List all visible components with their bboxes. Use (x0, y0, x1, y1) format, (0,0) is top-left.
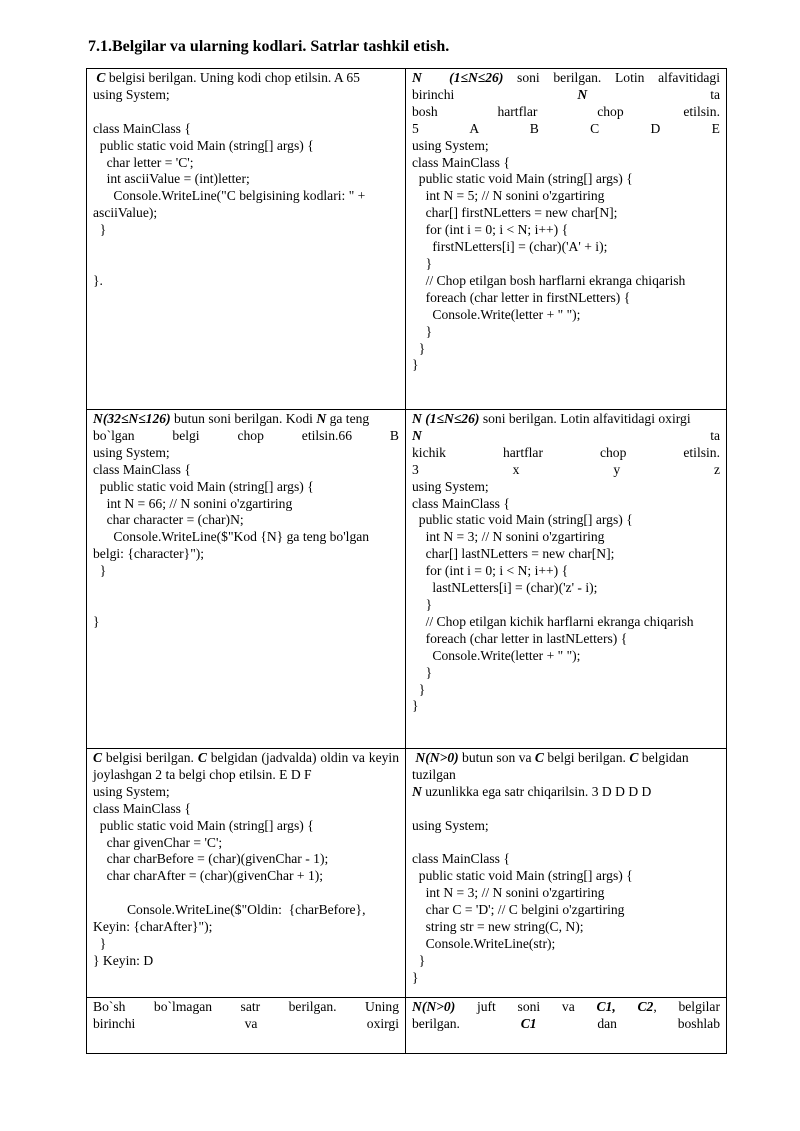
var-c: C (93, 750, 103, 765)
task-statement (93, 70, 399, 87)
var-c: C2 (637, 999, 654, 1014)
var-c: C (96, 70, 106, 85)
task-cell-6 (406, 749, 727, 998)
condition: N(N>0) (412, 999, 456, 1014)
example-line: 5 A B C D E (412, 120, 720, 136)
statement-line: kichik hartflar chop etilsin. (412, 444, 721, 460)
var-n: N (412, 783, 422, 799)
statement-line: bo`lgan belgi chop etilsin.66 B (93, 427, 399, 443)
table-row (87, 69, 727, 410)
code-block: using System; class MainClass { public static void Main (string[] args) { int N = 3; // N sonini o'zgartiring char C = 'D'; // C belgini o'zgartiring string str = new string(C, N); Console.WriteLine(str); } } (412, 817, 633, 985)
task-cell-5 (87, 749, 406, 998)
page-title: 7.1.Belgilar va ularning kodlari. Satrlar tashkil etish. (88, 38, 450, 55)
task-cell-4 (406, 410, 727, 749)
task-statement: N(N>0) butun son va C belgi berilgan. C belgidan (415, 750, 689, 765)
task-statement: C belgisi berilgan. C belgidan (jadvalda) oldin va keyin joylashgan 2 ta belgi chop etilsin. E D F (93, 750, 400, 782)
statement-line: bosh hartflar chop etilsin. (412, 103, 721, 119)
condition: (1≤N≤26) (449, 70, 504, 85)
var-c: C (629, 750, 639, 765)
code-block: using System; class MainClass { public static void Main (string[] args) { int N = 5; // N sonini o'zgartiring char[] firstNLetters = new char[N]; for (int i = 0; i < N; i++) { firstNLetters[i] = (char)('A' + i); } // Chop etilgan bosh harflarni ekranga chiqarish foreach (char letter in firstNLetters) { Console.Write(letter + " "); } } } (412, 137, 686, 373)
task-cell-1 (87, 69, 406, 410)
statement-line: N uzunlikka ega satr chiqarilsin. 3 D D D D (412, 783, 652, 799)
task-statement: Bo`sh bo`lmagan satr berilgan. Uning (93, 999, 399, 1014)
statement-text: belgisi berilgan. Uning kodi chop etilsin. A 65 (105, 70, 360, 85)
statement-line: birinchi N ta (412, 86, 720, 102)
var-n: N (412, 70, 422, 85)
task-statement (412, 70, 720, 87)
code-block: using System; class MainClass { public static void Main (string[] args) { char givenChar = 'C'; char charBefore = (char)(givenChar - 1); char charAfter = (char)(givenChar + 1); Console.WriteLine($"Oldin: {charBefore}, Keyin: {charAfter}"); } } Keyin: D (93, 783, 366, 968)
task-cell-8 (406, 998, 727, 1054)
statement-text: soni berilgan. Lotin alfavitidagi (503, 70, 720, 85)
table-row (87, 410, 727, 749)
task-statement: N(N>0) juft soni va C1, C2, belgilar (412, 999, 720, 1014)
tasks-table (86, 68, 727, 1054)
code-block: using System; class MainClass { public static void Main (string[] args) { int N = 66; // N sonini o'zgartiring char character = (char)N; Console.WriteLine($"Kod {N} ga teng bo'lgan belgi: {character}"); } } (93, 444, 370, 629)
statement-line: N ta (412, 427, 720, 443)
statement-line: berilgan. C1 dan boshlab (412, 1015, 720, 1031)
var-n: N (412, 411, 422, 426)
var-n: N (316, 411, 327, 426)
statement-line: tuzilgan (412, 766, 456, 782)
var-c: C (534, 750, 544, 765)
var-c: C (197, 750, 207, 765)
code-block: using System; class MainClass { public static void Main (string[] args) { int N = 3; // N sonini o'zgartiring char[] lastNLetters = new char[N]; for (int i = 0; i < N; i++) { lastNLetters[i] = (char)('z' - i); } // Chop etilgan kichik harflarni ekranga chiqarish foreach (char letter in lastNLetters) { Console.Write(letter + " "); } } } (412, 478, 694, 714)
table-row (87, 998, 727, 1054)
task-cell-2 (406, 69, 727, 410)
example-line: 3 x y z (412, 461, 721, 477)
table-row (87, 749, 727, 998)
condition: N(N>0) (415, 750, 459, 765)
statement-line: birinchi va oxirgi (93, 1015, 399, 1031)
condition: N(32≤N≤126) (93, 411, 171, 426)
code-block: using System; class MainClass { public static void Main (string[] args) { char letter = 'C'; int asciiValue = (int)letter; Console.WriteLine("C belgisining kodlari: " + asciiValue); } }. (93, 86, 366, 288)
task-statement: N (1≤N≤26) soni berilgan. Lotin alfavitidagi oxirgi (412, 411, 691, 426)
var-c: C1, (596, 999, 616, 1014)
task-cell-7 (87, 998, 406, 1054)
task-cell-3 (87, 410, 406, 749)
task-statement: N(32≤N≤126) butun soni berilgan. Kodi N ga teng (93, 411, 370, 426)
condition: (1≤N≤26) (425, 411, 480, 426)
